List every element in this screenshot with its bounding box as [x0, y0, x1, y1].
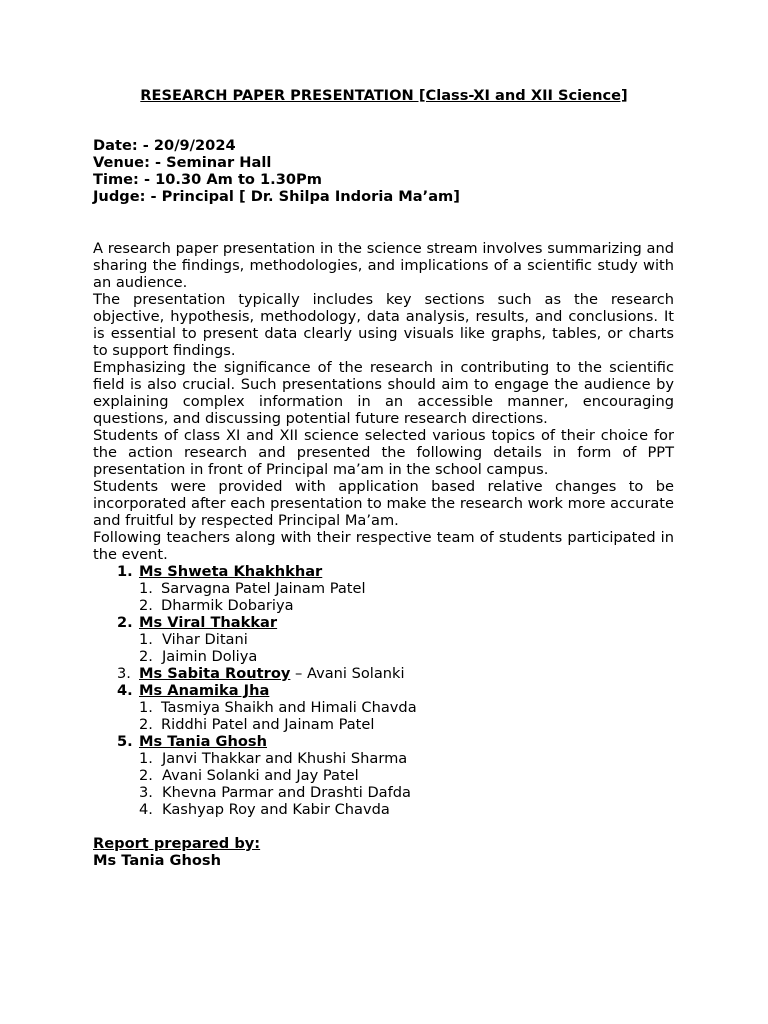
teacher-item [93, 682, 674, 733]
student-list [139, 750, 674, 818]
student-item [93, 580, 674, 597]
student-names: Khevna Parmar and Drashti Dafda [162, 784, 411, 801]
teacher-number: 5. [117, 733, 133, 750]
student-number: 1. [139, 631, 153, 648]
paragraph: Students of class XI and XII science selected various topics of their choice for the action research and presented the following details in form of PPT presentation in front of Principal ma’am in the school campus. [93, 427, 674, 478]
teacher-item [93, 665, 674, 682]
student-number: 1. [139, 580, 153, 597]
student-number: 4. [139, 801, 153, 818]
student-item [93, 597, 674, 614]
teacher-name: Ms Shweta Khakhkhar [139, 563, 323, 580]
student-list [139, 699, 674, 733]
event-date: Date: - 20/9/2024 [93, 137, 236, 154]
student-item [93, 767, 674, 784]
student-number: 1. [139, 750, 153, 767]
paragraph: Students were provided with application based relative changes to be incorporated after each presentation to make the research work more accurate and fruitful by respected Principal Ma’am. [93, 478, 674, 529]
student-number: 2. [139, 767, 153, 784]
teacher-item [93, 733, 674, 818]
student-item [93, 750, 674, 767]
student-list [139, 580, 674, 614]
teacher-name: Ms Tania Ghosh [139, 733, 268, 750]
paragraph: Emphasizing the significance of the research in contributing to the scientific field is also crucial. Such presentations should aim to engage the audience by explaining complex information in an accessible manner, encouraging questions, and discussing potential future research directions. [93, 359, 674, 427]
teacher-number: 1. [117, 563, 133, 580]
report-body [93, 240, 674, 869]
student-number: 1. [139, 699, 153, 716]
paragraph: Following teachers along with their respective team of students participated in the event. [93, 529, 674, 563]
student-number: 2. [139, 648, 153, 665]
teacher-number: 3. [117, 665, 131, 682]
student-names: Janvi Thakkar and Khushi Sharma [162, 750, 408, 767]
paragraph: A research paper presentation in the science stream involves summarizing and sharing the findings, methodologies, and implications of a scientific study with an audience. [93, 240, 674, 291]
student-item [93, 648, 674, 665]
student-names: Avani Solanki and Jay Patel [162, 767, 359, 784]
paragraph: The presentation typically includes key sections such as the research objective, hypothesis, methodology, data analysis, results, and conclusions. It is essential to present data clearly using visuals like graphs, tables, or charts to support findings. [93, 291, 674, 359]
event-time: Time: - 10.30 Am to 1.30Pm [93, 171, 322, 188]
student-names: Dharmik Dobariya [161, 597, 294, 614]
event-judge: Judge: - Principal [ Dr. Shilpa Indoria Ma’am] [93, 188, 460, 205]
student-names: Kashyap Roy and Kabir Chavda [162, 801, 390, 818]
teacher-name: Ms Sabita Routroy [139, 665, 291, 682]
student-item [93, 631, 674, 648]
event-venue: Venue: - Seminar Hall [93, 154, 272, 171]
student-names: Tasmiya Shaikh and Himali Chavda [161, 699, 417, 716]
student-names: Jaimin Doliya [162, 648, 258, 665]
teacher-list [93, 563, 674, 818]
teacher-student-inline: – Avani Solanki [290, 665, 405, 682]
teacher-item [93, 614, 674, 665]
report-author: Ms Tania Ghosh [93, 852, 222, 869]
teacher-number: 4. [117, 682, 133, 699]
teacher-item [93, 563, 674, 614]
student-names: Vihar Ditani [162, 631, 248, 648]
student-item [93, 716, 674, 733]
teacher-number: 2. [117, 614, 133, 631]
event-details [93, 137, 693, 205]
student-item [93, 801, 674, 818]
report-prepared-label: Report prepared by: [93, 835, 261, 852]
student-names: Riddhi Patel and Jainam Patel [161, 716, 375, 733]
student-item [93, 699, 674, 716]
teacher-name: Ms Anamika Jha [139, 682, 270, 699]
student-item [93, 784, 674, 801]
document-title: RESEARCH PAPER PRESENTATION [Class-XI and XII Science] [140, 87, 628, 104]
teacher-name: Ms Viral Thakkar [139, 614, 278, 631]
student-number: 3. [139, 784, 153, 801]
student-number: 2. [139, 716, 153, 733]
student-names: Sarvagna Patel Jainam Patel [161, 580, 366, 597]
student-list [139, 631, 674, 665]
student-number: 2. [139, 597, 153, 614]
